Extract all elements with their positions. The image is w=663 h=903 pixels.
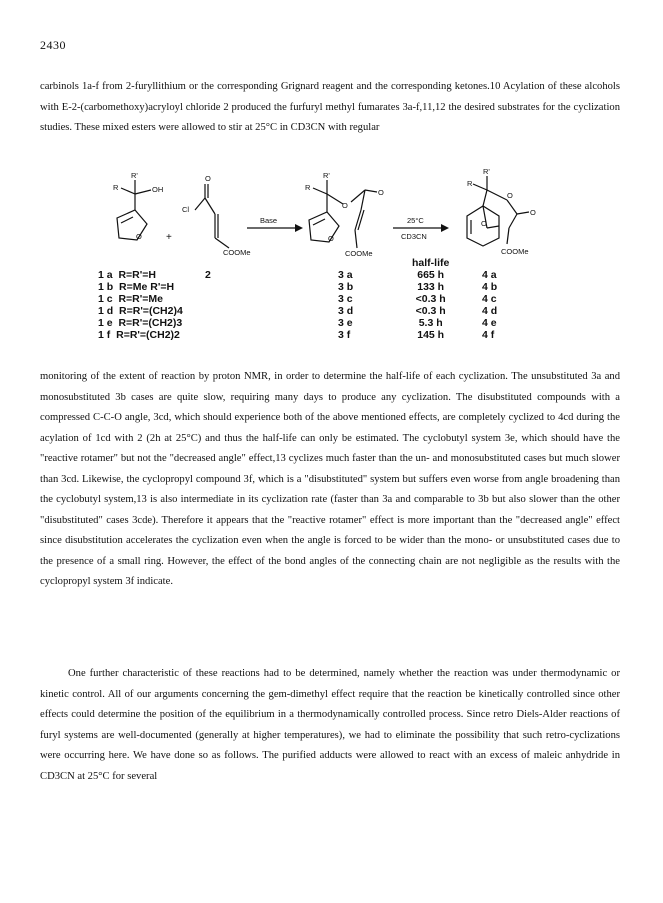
table-row: 1 d R=R'=(CH2)4	[98, 305, 183, 317]
half-life-header: half-life	[412, 257, 450, 269]
table-row: 1 a R=R'=H	[98, 269, 156, 281]
table-row: 4 b	[482, 281, 498, 293]
label-coome-3: COOMe	[345, 249, 373, 258]
label-temp: 25°C	[407, 216, 424, 225]
label-r-prime-4: R'	[483, 168, 490, 176]
table-row: 4 a	[482, 269, 497, 281]
paragraph-intro	[40, 77, 620, 139]
table-column-alcohols	[98, 269, 183, 341]
label-coome-4: COOMe	[501, 247, 529, 256]
label-r-prime-3: R'	[323, 171, 330, 180]
label-ester-o-3: O	[342, 201, 348, 210]
arrow-head-base	[295, 224, 303, 232]
table-row: 3 c	[338, 293, 353, 305]
arrow-head-cyclization	[441, 224, 449, 232]
label-r-3: R	[305, 183, 311, 192]
table-row: 5.3 h	[418, 317, 443, 329]
label-oh-1: OH	[152, 185, 164, 194]
table-row: 1 b R=Me R'=H	[98, 281, 175, 293]
label-carbonyl-o-2: O	[205, 174, 211, 183]
table-row: <0.3 h	[415, 305, 446, 317]
paragraph-results-text: monitoring of the extent of reaction by proton NMR, in order to determine the half-life of each cyclization. The unsubstituted 3a and monosubstituted 3b cases are quite slow, requiring many days to produce any cyclization. The disubstituted compounds with a compressed C-C-O angle, 3cd, which should experience both of the above mentioned effects, are completely cyclized to 4cd during the acylation of 1cd with 2 (2h at 25°C) and thus the half-life can only be estimated. The cyclobutyl system 3e, which should have the "reactive rotamer" but not the "decreased angle" effect,13 cyclizes much faster than the un- and monosubstituted cases but much slower than 3cd. Likewise, the cyclopropyl compound 3f, which is a "disubstituted" system but suffers even worse from angle broadening than the cyclobutyl system,13 is also intermediate in its cyclization rate (faster than 3a and comparable to 3b but also slower than the other "disubstituted" cases 3cde). Therefore it appears that the "reactive rotamer" effect is more important than the "decreased angle" effect since disubstitution accelerates the cyclization even when the angle is forced to be wider than the mono- or unsubstituted cases due to the presence of a small ring. However, the effect of the bond angles of the connecting chain are not negligible as the results with the cyclopropyl system 3f indicate.	[40, 371, 620, 587]
label-furan-o-3: O	[328, 234, 334, 243]
label-r-1: R	[113, 183, 119, 192]
table-reagent-2	[205, 269, 211, 281]
table-row: 665 h	[417, 269, 445, 281]
table-row: 3 d	[338, 305, 354, 317]
label-cl-2: Cl	[182, 205, 190, 214]
paragraph-control-text: One further characteristic of these reactions had to be determined, namely whether the reaction was under thermodynamic or kinetic control. All of our arguments concerning the gem-dimethyl effect require that the reaction be kinetically controlled since other effects could determine the position of the equilibrium in a thermodynamically controlled process. Since retro Diels-Alder reactions of furyl systems are well-documented (generally at higher temperatures), we had to eliminate the possibility that such retro-cyclizations were occurring here. We have done so as follows. The purified adducts were allowed to react with an excess of maleic anhydride in CD3CN at 25°C for several	[40, 668, 620, 782]
reagent-2-label: 2	[205, 269, 211, 281]
furan-ring-1	[117, 210, 147, 240]
label-furan-o-1: O	[136, 232, 142, 241]
table-row: <0.3 h	[415, 293, 446, 305]
plus-sign: +	[166, 232, 172, 243]
table-row: 145 h	[417, 329, 445, 341]
label-coome-2: COOMe	[223, 248, 251, 257]
label-base: Base	[260, 216, 278, 225]
table-column-products	[482, 269, 497, 341]
label-r-4: R	[467, 179, 473, 188]
furan-ring-3	[309, 212, 339, 242]
table-row: 3 a	[338, 269, 353, 281]
label-carbonyl-o-3: O	[378, 188, 384, 197]
table-row: 4 d	[482, 305, 498, 317]
table-row: 1 e R=R'=(CH2)3	[98, 317, 183, 329]
paragraph-results	[40, 367, 620, 593]
label-solvent: CD3CN	[401, 232, 427, 241]
table-column-half-life	[412, 257, 449, 341]
table-row: 3 f	[338, 329, 351, 341]
table-row: 4 c	[482, 293, 497, 305]
paragraph-control	[40, 664, 620, 787]
label-ring-o-4: O	[507, 191, 513, 200]
table-row: 3 e	[338, 317, 353, 329]
table-row: 4 e	[482, 317, 497, 329]
table-row: 133 h	[417, 281, 445, 293]
label-bridge-o-4: O	[481, 219, 487, 228]
table-row: 4 f	[482, 329, 495, 341]
table-row: 3 b	[338, 281, 354, 293]
table-row: 1 c R=R'=Me	[98, 293, 163, 305]
page-number: 2430	[40, 38, 66, 52]
label-carbonyl-o-4: O	[530, 208, 536, 217]
paragraph-intro-text: carbinols 1a-f from 2-furyllithium or the corresponding Grignard reagent and the corresponding ketones.10 Acylation of these alcohols with E-2-(carbomethoxy)acryloyl chloride 2 produced the furfuryl methyl fumarates 3a-f,11,12 the desired substrates for the cyclization studies. These mixed esters were allowed to stir at 25°C in CD3CN with regular	[40, 81, 620, 133]
table-column-esters	[338, 269, 353, 341]
table-row: 1 f R=R'=(CH2)2	[98, 329, 180, 341]
label-r-prime-1: R'	[131, 171, 138, 180]
